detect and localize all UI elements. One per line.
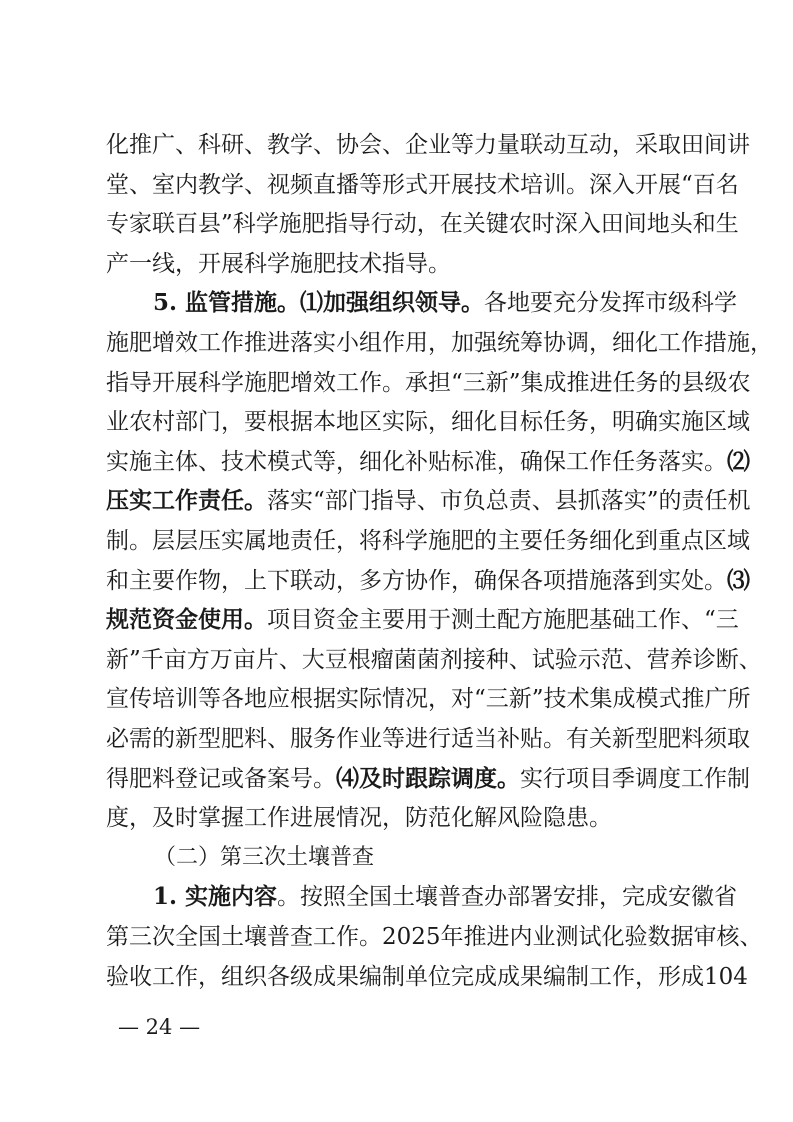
text-run: 产一线，开展科学施肥技术指导。 <box>106 251 451 277</box>
text-run: 施肥增效工作推进落实小组作用，加强统筹协调，细化工作措施， <box>106 330 773 356</box>
section-heading: （二）第三次土壤普查 <box>154 845 375 870</box>
text-line <box>106 402 750 442</box>
text-run: 各地要充分发挥市级科学 <box>484 290 738 316</box>
bold-phrase: ⑷及时跟踪调度。 <box>336 765 520 792</box>
text-run: 落实“部门指导、市负总责、县抓落实”的责任机 <box>267 488 751 514</box>
text-run: 得肥料登记或备案号。 <box>106 766 336 792</box>
text-line <box>106 600 739 640</box>
text-line <box>106 165 739 205</box>
text-run: 第三次全国土壤普查工作。2025年推进内业测试化验数据审核、 <box>106 924 763 950</box>
text-line <box>153 283 738 323</box>
text-run: 宣传培训等各地应根据实际情况，对“三新”技术集成模式推广所 <box>106 686 751 712</box>
text-line <box>106 363 751 403</box>
bold-phrase: 规范资金使用。 <box>106 606 267 633</box>
page-number: — 24 — <box>118 1015 201 1039</box>
text-run: 堂、室内教学、视频直播等形式开展技术培训。深入开展“百名 <box>106 172 739 198</box>
text-line <box>106 442 750 482</box>
text-line <box>106 957 748 997</box>
text-line <box>106 481 751 521</box>
bold-phrase: 1. 实施内容 <box>153 883 278 910</box>
bold-phrase: 压实工作责任。 <box>106 487 267 514</box>
text-run: 指导开展科学施肥增效工作。承担“三新”集成推进任务的县级农 <box>106 370 751 396</box>
text-line <box>106 244 690 284</box>
text-line <box>106 679 751 719</box>
text-run: 业农村部门，要根据本地区实际，细化目标任务，明确实施区域 <box>106 409 750 435</box>
text-line <box>106 204 739 244</box>
text-line <box>153 877 738 917</box>
text-run: 。按照全国土壤普查办部署安排，完成安徽省 <box>277 884 738 910</box>
text-run: 度，及时掌握工作进展情况，防范化解风险隐患。 <box>106 805 612 831</box>
text-line <box>106 917 763 957</box>
text-run: 项目资金主要用于测土配方施肥基础工作、“三 <box>267 607 739 633</box>
text-run: 专家联百县”科学施肥指导行动，在关键农时深入田间地头和生 <box>106 211 739 237</box>
text-run: 新”千亩方万亩片、大豆根瘤菌菌剂接种、试验示范、营养诊断、 <box>106 647 762 673</box>
text-line <box>106 521 750 561</box>
text-run: 必需的新型肥料、服务作业等进行适当补贴。有关新型肥料须取 <box>106 726 750 752</box>
text-line <box>106 759 750 799</box>
text-run: 和主要作物，上下联动，多方协作，确保各项措施落到实处。⑶ <box>106 567 750 594</box>
text-line <box>106 640 762 680</box>
bold-phrase: 5. 监管措施。 <box>153 289 301 316</box>
text-line <box>106 719 750 759</box>
text-run: 验收工作，组织各级成果编制单位完成成果编制工作，形成104 <box>106 964 748 990</box>
text-run: 制。层层压实属地责任，将科学施肥的主要任务细化到重点区域 <box>106 528 750 554</box>
text-run: 实施主体、技术模式等，细化补贴标准，确保工作任务落实。⑵ <box>106 448 750 475</box>
text-run: 实行项目季调度工作制 <box>520 766 750 792</box>
text-line <box>106 323 773 363</box>
text-line <box>106 561 750 601</box>
text-run: 化推广、科研、教学、协会、企业等力量联动互动，采取田间讲 <box>106 132 750 158</box>
text-line <box>106 125 750 165</box>
bold-phrase: ⑴加强组织领导。 <box>300 289 485 316</box>
text-line <box>106 798 690 838</box>
